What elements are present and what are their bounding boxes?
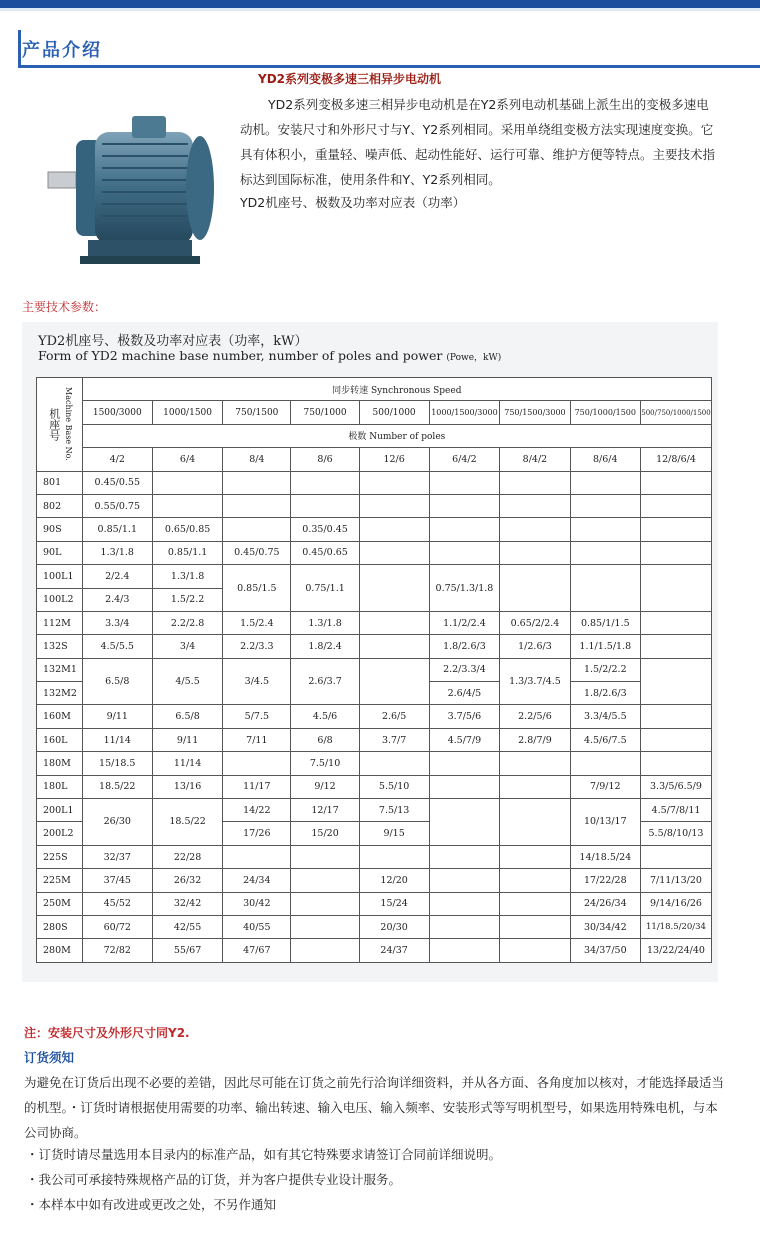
table-row	[37, 752, 712, 775]
poles-col: 12/6	[359, 448, 429, 471]
base-cell: 132M1	[37, 658, 83, 681]
power-cell: 47/67	[223, 939, 291, 962]
poles-header: 极数 Number of poles	[82, 424, 711, 447]
poles-col: 6/4/2	[429, 448, 500, 471]
table-row	[37, 705, 712, 728]
power-cell: 1.1/1.5/1.8	[570, 635, 640, 658]
power-cell: 7/11	[223, 728, 291, 751]
power-cell: 45/52	[82, 892, 152, 915]
power-cell: 0.65/0.85	[152, 518, 222, 541]
power-cell: 42/55	[152, 915, 222, 938]
base-cell: 200L2	[37, 822, 83, 845]
power-cell: 0.75/1.3/1.8	[429, 565, 500, 612]
power-cell: 1.3/3.7/4.5	[500, 658, 570, 705]
base-cell: 180L	[37, 775, 83, 798]
power-cell: 2.6/3.7	[291, 658, 359, 705]
power-cell: 11/18.5/20/34	[640, 915, 711, 938]
power-cell: 9/11	[82, 705, 152, 728]
power-cell: 9/11	[152, 728, 222, 751]
poles-col: 8/6	[291, 448, 359, 471]
electric-motor-photo	[40, 100, 230, 280]
power-cell: 13/16	[152, 775, 222, 798]
power-cell: 72/82	[82, 939, 152, 962]
speed-col: 1500/3000	[82, 401, 152, 424]
power-cell: 9/14/16/26	[640, 892, 711, 915]
speed-col: 500/750/1000/1500	[640, 401, 711, 424]
power-cell: 7.5/13	[359, 799, 429, 822]
power-cell: 6.5/8	[82, 658, 152, 705]
base-cell: 280M	[37, 939, 83, 962]
power-cell: 15/20	[291, 822, 359, 845]
base-cell: 132S	[37, 635, 83, 658]
speed-col: 500/1000	[359, 401, 429, 424]
table-row	[37, 939, 712, 962]
base-cell: 100L2	[37, 588, 83, 611]
power-cell: 1/2.6/3	[500, 635, 570, 658]
table-row	[37, 518, 712, 541]
power-cell: 0.85/1.1	[152, 541, 222, 564]
power-cell: 0.45/0.75	[223, 541, 291, 564]
poles-col: 4/2	[82, 448, 152, 471]
power-cell: 24/26/34	[570, 892, 640, 915]
base-header-cn: 机座号	[47, 407, 61, 441]
power-cell: 24/34	[223, 869, 291, 892]
power-cell: 11/14	[152, 752, 222, 775]
section-divider	[18, 65, 760, 68]
base-cell: 180M	[37, 752, 83, 775]
base-cell: 801	[37, 471, 83, 494]
power-cell: 3/4.5	[223, 658, 291, 705]
power-cell: 2.2/5/6	[500, 705, 570, 728]
base-cell: 200L1	[37, 799, 83, 822]
power-cell: 17/22/28	[570, 869, 640, 892]
spec-table-title-en	[38, 348, 501, 363]
power-cell: 1.1/2/2.4	[429, 611, 500, 634]
power-cell: 15/24	[359, 892, 429, 915]
power-cell: 14/22	[223, 799, 291, 822]
power-cell: 7.5/10	[291, 752, 359, 775]
power-cell: 9/15	[359, 822, 429, 845]
power-cell: 10/13/17	[570, 799, 640, 846]
power-cell: 18.5/22	[152, 799, 222, 846]
section-title: 产品介绍	[22, 40, 102, 61]
spec-table-title-cn: YD2机座号、极数及功率对应表（功率，kW）	[38, 334, 308, 349]
params-label: 主要技术参数：	[22, 300, 107, 314]
power-cell: 2.8/7/9	[500, 728, 570, 751]
power-cell: 0.85/1/1.5	[570, 611, 640, 634]
table-row	[37, 494, 712, 517]
product-description: YD2系列变极多速三相异步电动机是在Y2系列电动机基础上派生出的变极多速电动机。安装尺寸和外形尺寸与Y、Y2系列相同。采用单绕组变极方法实现速度变换。它具有体积小，重量轻、噪声低、起动性能好、运行可靠、维护方便等特点。主要技术指标达到国际标准，使用条件和Y、Y2系列相同。	[240, 97, 716, 187]
top-bar-shade	[0, 8, 760, 11]
power-cell: 3/4	[152, 635, 222, 658]
power-cell: 32/37	[82, 845, 152, 868]
power-cell: 3.3/4/5.5	[570, 705, 640, 728]
poles-col: 8/4/2	[500, 448, 570, 471]
speed-header: 同步转速 Synchronous Speed	[82, 378, 711, 401]
installation-note: 注：安装尺寸及外形尺寸同Y2.	[24, 1026, 190, 1040]
power-cell: 17/26	[223, 822, 291, 845]
power-cell: 12/17	[291, 799, 359, 822]
power-cell: 60/72	[82, 915, 152, 938]
power-cell: 0.55/0.75	[82, 494, 152, 517]
power-cell: 6/8	[291, 728, 359, 751]
power-cell: 2/2.4	[82, 565, 152, 588]
power-cell: 24/37	[359, 939, 429, 962]
power-cell: 2.6/5	[359, 705, 429, 728]
table-row	[37, 915, 712, 938]
power-cell: 4.5/6/7.5	[570, 728, 640, 751]
power-cell: 14/18.5/24	[570, 845, 640, 868]
speed-col: 1000/1500	[152, 401, 222, 424]
power-cell: 15/18.5	[82, 752, 152, 775]
base-header	[37, 378, 83, 472]
order-bullet: ・本样本中如有改进或更改之处，不另作通知	[26, 1197, 277, 1212]
power-cell: 5.5/8/10/13	[640, 822, 711, 845]
table-row	[37, 635, 712, 658]
power-cell: 26/30	[82, 799, 152, 846]
base-cell: 250M	[37, 892, 83, 915]
power-cell: 5/7.5	[223, 705, 291, 728]
power-cell: 18.5/22	[82, 775, 152, 798]
power-cell: 55/67	[152, 939, 222, 962]
header-accent	[18, 30, 21, 66]
product-title: YD2系列变极多速三相异步电动机	[258, 72, 442, 86]
speed-col: 750/1500/3000	[500, 401, 570, 424]
power-cell: 4.5/7/8/11	[640, 799, 711, 822]
order-bullet: ・我公司可承接特殊规格产品的订货，并为客户提供专业设计服务。	[26, 1172, 402, 1187]
power-cell: 30/42	[223, 892, 291, 915]
power-cell: 1.8/2.4	[291, 635, 359, 658]
power-cell: 3.3/5/6.5/9	[640, 775, 711, 798]
table-intro: YD2机座号、极数及功率对应表（功率）	[240, 195, 466, 210]
order-body: 为避免在订货后出现不必要的差错，因此尽可能在订货之前先行洽询详细资料，并从各方面、各角度加以核对，才能选择最适当的机型。・订货时请根据使用需要的功率、输出转速、输入电压、输入频率、安装形式等写明机型号，如果选用特殊电机，与本公司协商。	[24, 1075, 725, 1140]
poles-col: 12/8/6/4	[640, 448, 711, 471]
base-cell: 160M	[37, 705, 83, 728]
base-cell: 802	[37, 494, 83, 517]
power-cell: 0.65/2/2.4	[500, 611, 570, 634]
power-cell: 0.45/0.55	[82, 471, 152, 494]
power-cell: 3.3/4	[82, 611, 152, 634]
power-cell: 1.3/1.8	[291, 611, 359, 634]
order-title: 订货须知	[24, 1050, 75, 1065]
table-row	[37, 471, 712, 494]
power-cell: 2.4/3	[82, 588, 152, 611]
table-row	[37, 658, 712, 681]
spec-table-title-en-unit: (Powe，kW)	[446, 353, 502, 363]
speed-col: 1000/1500/3000	[429, 401, 500, 424]
base-cell: 132M2	[37, 682, 83, 705]
top-bar	[0, 0, 760, 8]
spec-table	[36, 377, 712, 963]
poles-col: 8/6/4	[570, 448, 640, 471]
base-cell: 90S	[37, 518, 83, 541]
power-cell: 26/32	[152, 869, 222, 892]
table-row	[37, 728, 712, 751]
power-cell: 7/9/12	[570, 775, 640, 798]
power-cell: 7/11/13/20	[640, 869, 711, 892]
table-row	[37, 565, 712, 588]
power-cell: 0.85/1.1	[82, 518, 152, 541]
speed-col: 750/1500	[223, 401, 291, 424]
power-cell: 1.5/2/2.2	[570, 658, 640, 681]
power-cell: 11/14	[82, 728, 152, 751]
order-bullet: ・订货时请尽量选用本目录内的标准产品，如有其它特殊要求请签订合同前详细说明。	[26, 1147, 502, 1162]
power-cell: 2.2/2.8	[152, 611, 222, 634]
power-cell: 2.2/3.3	[223, 635, 291, 658]
speed-col: 750/1000	[291, 401, 359, 424]
table-row	[37, 869, 712, 892]
table-row	[37, 541, 712, 564]
power-cell: 1.5/2.4	[223, 611, 291, 634]
poles-col: 8/4	[223, 448, 291, 471]
power-cell: 0.85/1.5	[223, 565, 291, 612]
base-cell: 100L1	[37, 565, 83, 588]
power-cell: 30/34/42	[570, 915, 640, 938]
power-cell: 22/28	[152, 845, 222, 868]
power-cell: 12/20	[359, 869, 429, 892]
power-cell: 0.75/1.1	[291, 565, 359, 612]
power-cell: 5.5/10	[359, 775, 429, 798]
power-cell: 32/42	[152, 892, 222, 915]
table-row	[37, 845, 712, 868]
base-cell: 112M	[37, 611, 83, 634]
table-row	[37, 799, 712, 822]
power-cell: 1.3/1.8	[82, 541, 152, 564]
base-cell: 90L	[37, 541, 83, 564]
power-cell: 6.5/8	[152, 705, 222, 728]
table-row	[37, 892, 712, 915]
power-cell: 1.5/2.2	[152, 588, 222, 611]
power-cell: 0.35/0.45	[291, 518, 359, 541]
power-cell: 3.7/5/6	[429, 705, 500, 728]
power-cell: 1.8/2.6/3	[570, 682, 640, 705]
power-cell: 20/30	[359, 915, 429, 938]
power-cell: 13/22/24/40	[640, 939, 711, 962]
base-cell: 160L	[37, 728, 83, 751]
spec-table-title-en-text: Form of YD2 machine base number, number of poles and power	[38, 348, 443, 363]
poles-col: 6/4	[152, 448, 222, 471]
base-cell: 225M	[37, 869, 83, 892]
power-cell: 34/37/50	[570, 939, 640, 962]
power-cell: 0.45/0.65	[291, 541, 359, 564]
power-cell: 11/17	[223, 775, 291, 798]
base-cell: 280S	[37, 915, 83, 938]
table-row	[37, 775, 712, 798]
power-cell: 1.8/2.6/3	[429, 635, 500, 658]
power-cell: 3.7/7	[359, 728, 429, 751]
power-cell: 9/12	[291, 775, 359, 798]
power-cell: 4/5.5	[152, 658, 222, 705]
base-cell: 225S	[37, 845, 83, 868]
speed-col: 750/1000/1500	[570, 401, 640, 424]
power-cell: 37/45	[82, 869, 152, 892]
power-cell: 4.5/5.5	[82, 635, 152, 658]
power-cell: 4.5/7/9	[429, 728, 500, 751]
power-cell: 40/55	[223, 915, 291, 938]
power-cell: 2.2/3.3/4	[429, 658, 500, 681]
power-cell: 2.6/4/5	[429, 682, 500, 705]
power-cell: 1.3/1.8	[152, 565, 222, 588]
power-cell: 4.5/6	[291, 705, 359, 728]
table-row	[37, 611, 712, 634]
base-header-en: Machine Base No.	[63, 387, 73, 462]
